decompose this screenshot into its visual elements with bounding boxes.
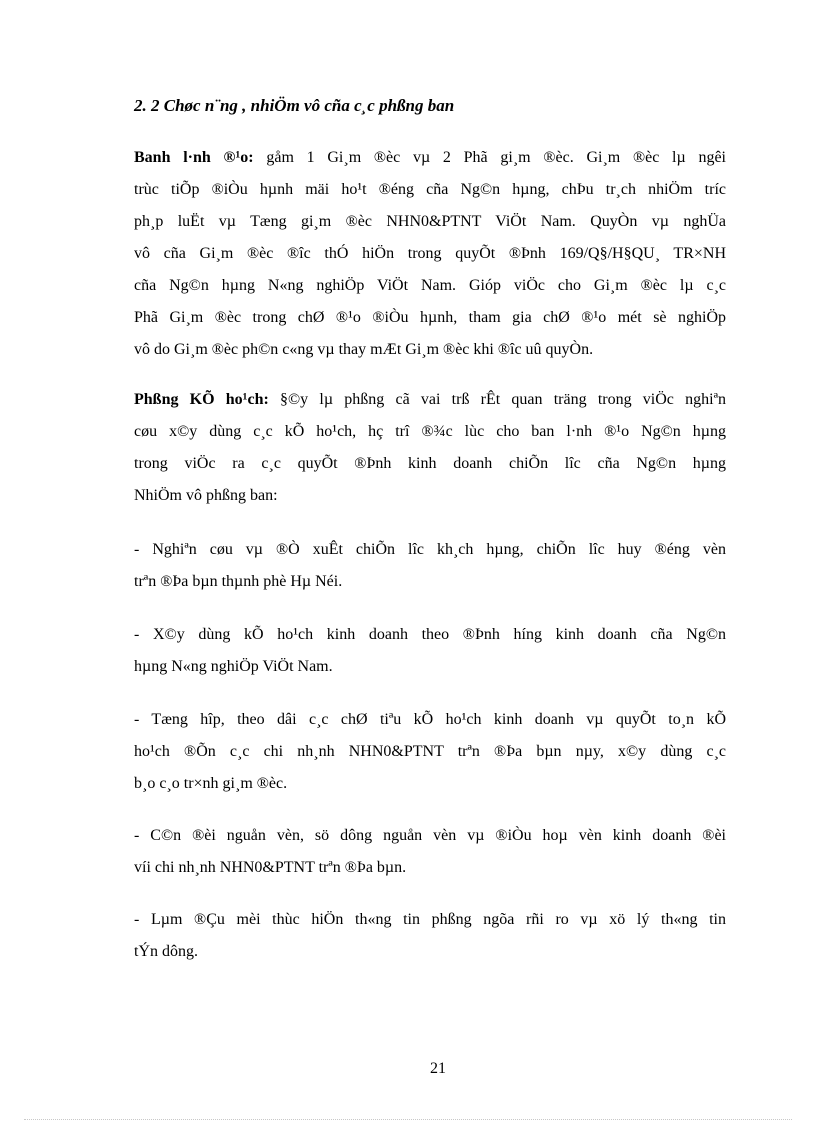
list-item-business-plan [134,619,726,683]
paragraph-lead: Banh l·nh ®¹o: [134,149,254,166]
paragraph-line: §©y lµ phßng cã vai trß rÊt quan träng trong viÖc nghiªn [268,391,726,408]
paragraph-line: ho¹ch ®Õn c¸c chi nh¸nh NHN0&PTNT trªn ®Þa bµn nµy, x©y dùng c¸c [134,743,726,760]
paragraph-line: b¸o c¸o tr×nh gi¸m ®èc. [134,775,288,792]
paragraph-line: - Tæng hîp, theo dâi c¸c chØ tiªu kÕ ho¹ch kinh doanh vµ quyÕt to¸n kÕ [134,711,726,728]
paragraph-planning-dept [134,384,726,512]
paragraph-line: trùc tiÕp ®iÒu hµnh mäi ho¹t ®éng cña Ng©n hµng, chÞu tr¸ch nhiÖm tríc [134,181,726,198]
paragraph-line: trªn ®Þa bµn thµnh phè Hµ Néi. [134,573,343,590]
list-item-risk-info [134,904,726,968]
page-bottom-divider [24,1119,792,1120]
paragraph-line: Phã Gi¸m ®èc trong chØ ®¹o ®iÒu hµnh, tham gia chØ ®¹o mét sè nghiÖp [134,309,726,326]
paragraph-line: cøu x©y dùng c¸c kÕ ho¹ch, hç trî ®¾c lùc cho ban l·nh ®¹o Ng©n hµng [134,423,726,440]
paragraph-line: cña Ng©n hµng N«ng nghiÖp ViÖt Nam. Gióp viÖc cho Gi¸m ®èc lµ c¸c [134,277,726,294]
paragraph-line: hµng N«ng nghiÖp ViÖt Nam. [134,658,333,675]
list-item-capital-balance [134,820,726,884]
paragraph-line: víi chi nh¸nh NHN0&PTNT trªn ®Þa bµn. [134,859,407,876]
paragraph-lead: Phßng KÕ ho¹ch: [134,391,269,408]
paragraph-line: - X©y dùng kÕ ho¹ch kinh doanh theo ®Þnh híng kinh doanh cña Ng©n [134,626,726,643]
paragraph-line: - Nghiªn cøu vµ ®Ò xuÊt chiÕn lîc kh¸ch hµng, chiÕn lîc huy ®éng vèn [134,541,726,558]
section-heading: 2. 2 Chøc n¨ng , nhiÖm vô cña c¸c phßng ban [134,96,455,115]
paragraph-line: vô cña Gi¸m ®èc ®îc thÓ hiÖn trong quyÕt ®Þnh 169/Q§/H§QU¸ TR×NH [134,245,726,262]
paragraph-line: - Lµm ®Çu mèi thùc hiÖn th«ng tin phßng ngõa rñi ro vµ xö lý th«ng tin [134,911,726,928]
paragraph-line: - C©n ®èi nguån vèn, sö dông nguån vèn vµ ®iÒu hoµ vèn kinh doanh ®èi [134,827,726,844]
paragraph-line: vô do Gi¸m ®èc ph©n c«ng vµ thay mÆt Gi¸m ®èc khi ®îc uû quyÒn. [134,341,594,358]
paragraph-line: tÝn dông. [134,943,198,960]
list-item-plan-monitoring [134,704,726,800]
paragraph-line: trong viÖc ra c¸c quyÕt ®Þnh kinh doanh chiÕn lîc cña Ng©n hµng [134,455,726,472]
paragraph-line: gåm 1 Gi¸m ®èc vµ 2 Phã gi¸m ®èc. Gi¸m ®èc lµ ngêi [253,149,727,166]
paragraph-board [134,142,726,366]
page-number: 21 [430,1060,446,1077]
list-item-strategy [134,534,726,598]
paragraph-line: ph¸p luËt vµ Tæng gi¸m ®èc NHN0&PTNT ViÖt Nam. QuyÒn vµ nghÜa [134,213,726,230]
paragraph-line: NhiÖm vô phßng ban: [134,487,278,504]
